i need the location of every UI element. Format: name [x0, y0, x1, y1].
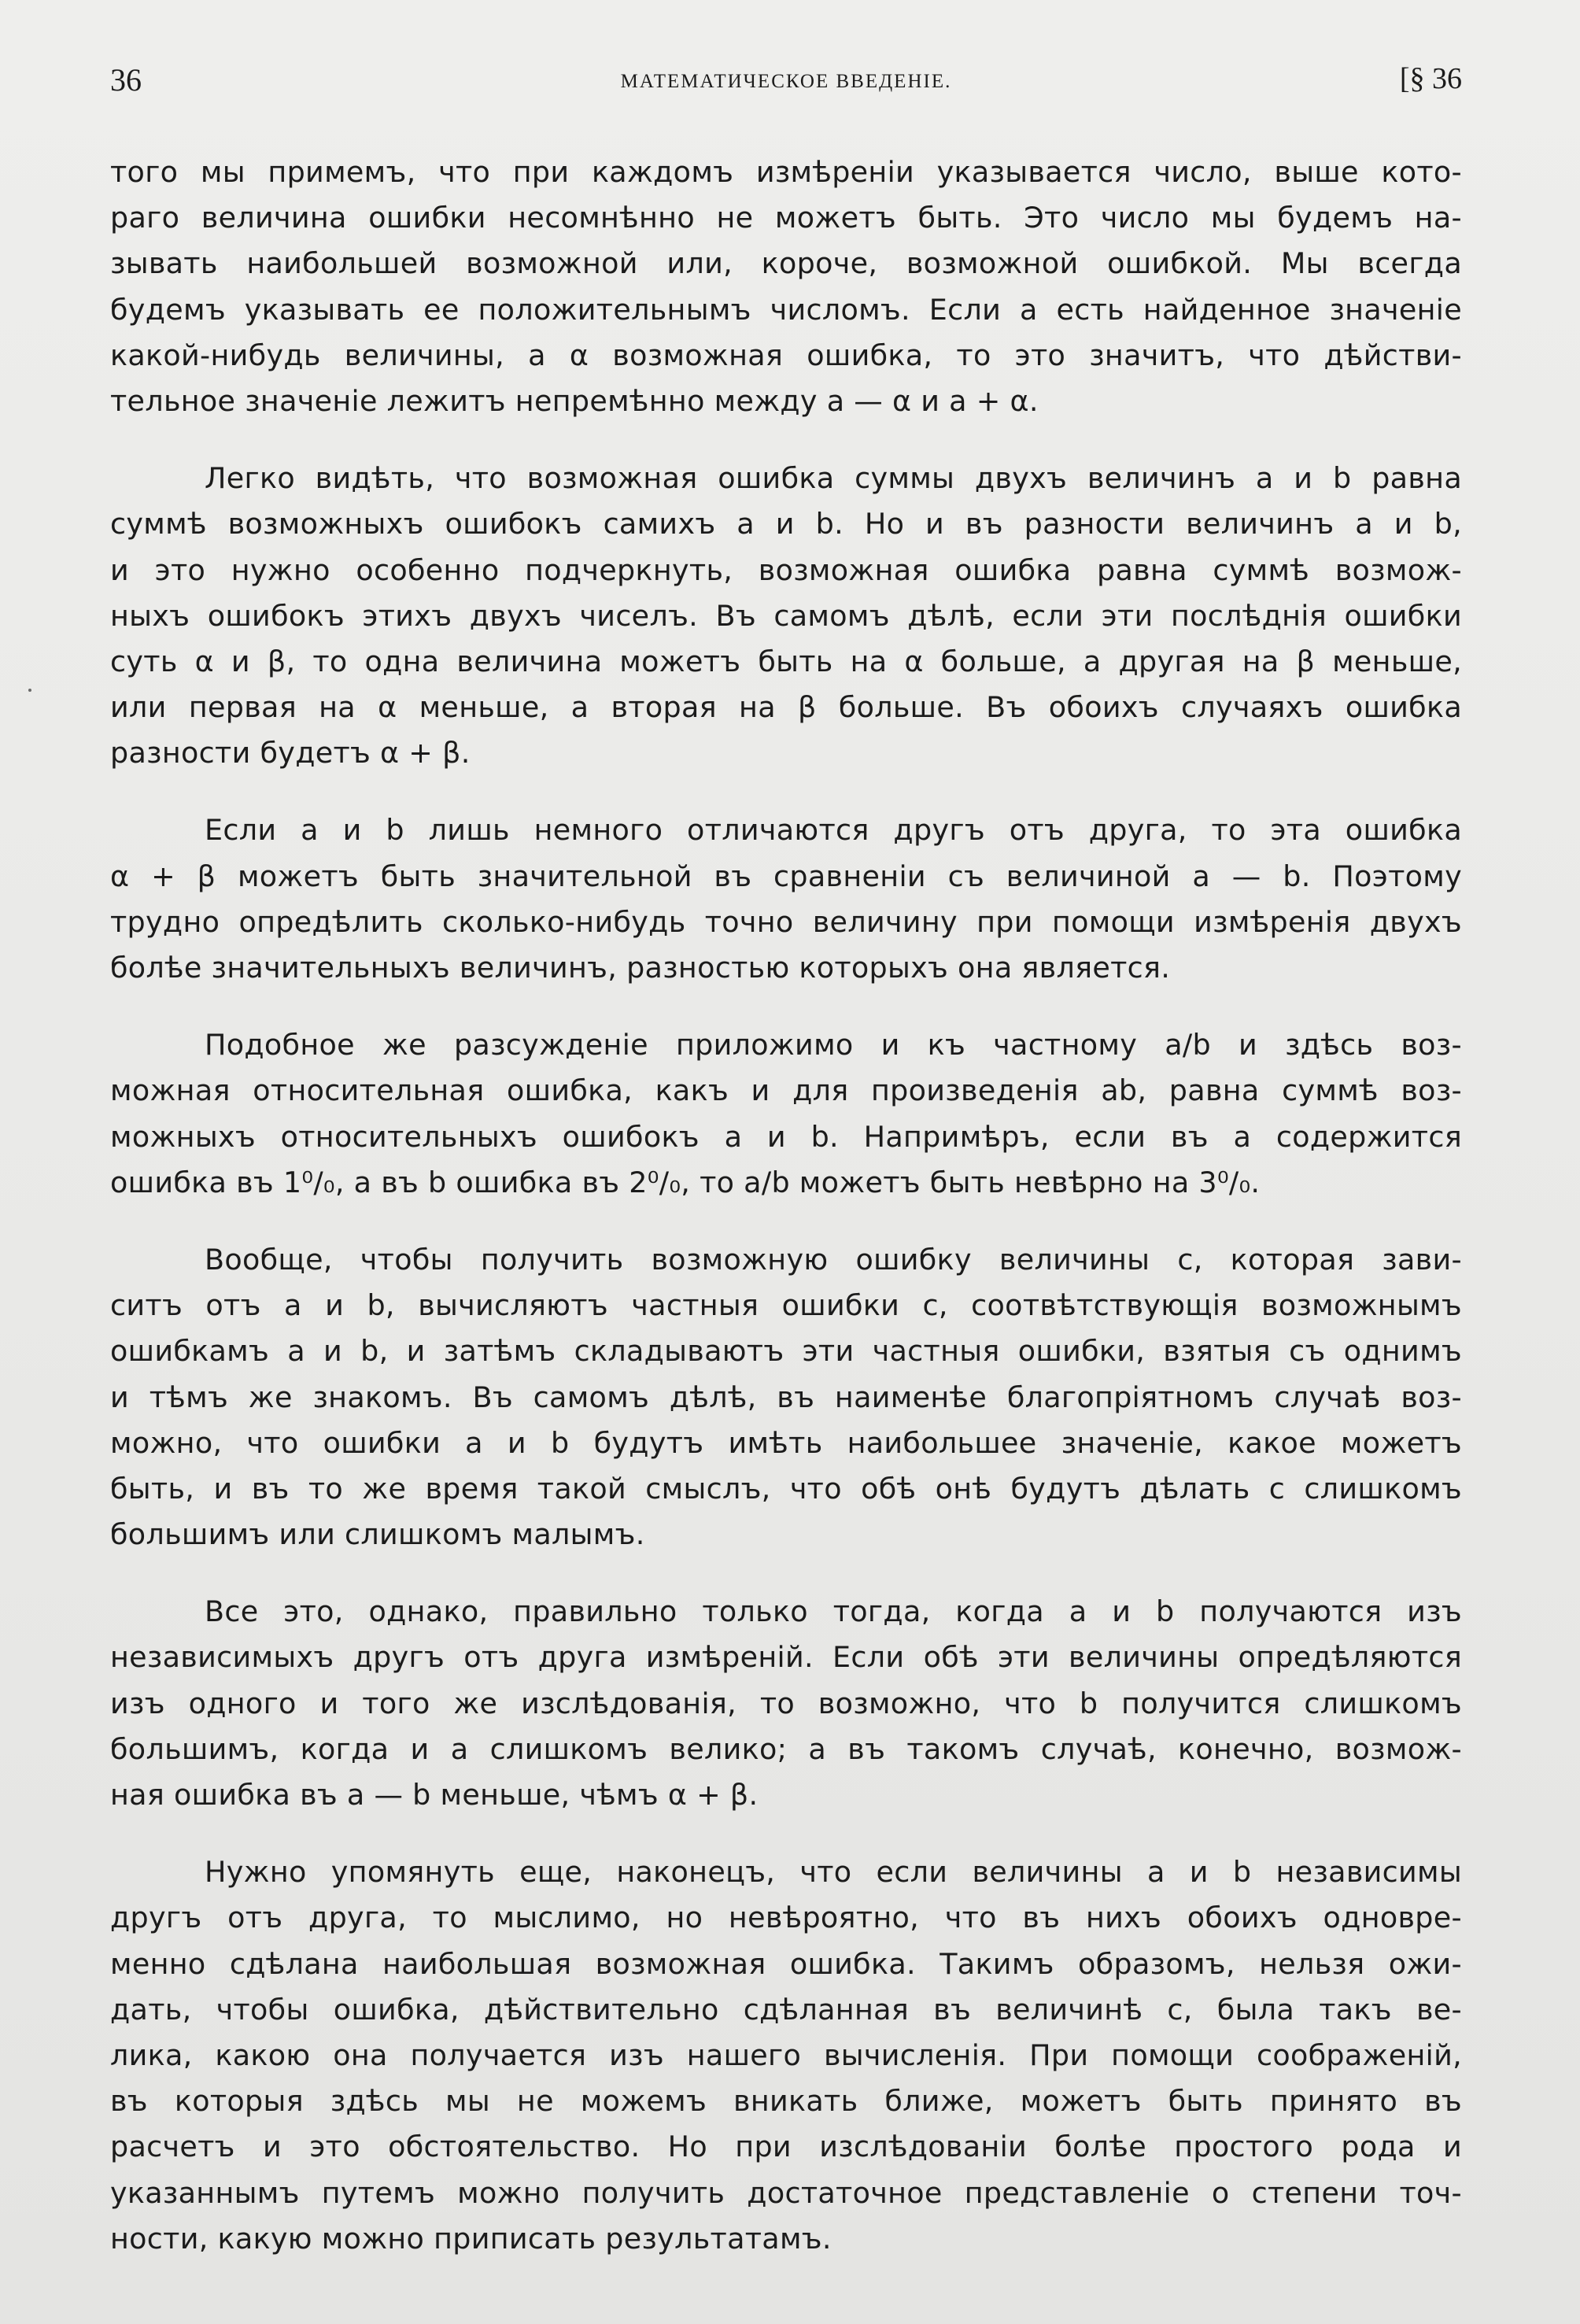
text-line: будемъ указывать ее положительнымъ числомъ. Если a есть найденное значеніе [110, 292, 1462, 327]
text-line: большимъ, когда и a слишкомъ велико; а въ такомъ случаѣ, конечно, возмож- [110, 1731, 1462, 1766]
text-line: ошибка въ 1⁰/₀, а въ b ошибка въ 2⁰/₀, то a/b можетъ быть невѣрно на 3⁰/₀. [110, 1165, 1261, 1199]
text-line: Если a и b лишь немного отличаются другъ отъ друга, то эта ошибка [205, 813, 1462, 848]
paragraph [110, 807, 1462, 991]
text-line: и тѣмъ же знакомъ. Въ самомъ дѣлѣ, въ наименѣе благопріятномъ случаѣ воз- [110, 1380, 1462, 1414]
text-line: разности будетъ α + β. [110, 736, 471, 770]
paragraph [110, 1849, 1462, 2262]
text-line: ситъ отъ a и b, вычисляютъ частныя ошибки c, соотвѣтствующія возможнымъ [110, 1288, 1462, 1323]
text-line: какой-нибудь величины, а α возможная ошибка, то это значитъ, что дѣйстви- [110, 338, 1462, 372]
text-line: ныхъ ошибокъ этихъ двухъ чиселъ. Въ самомъ дѣлѣ, если эти послѣднія ошибки [110, 598, 1462, 633]
text-line: трудно опредѣлить сколько-нибудь точно величину при помощи измѣренія двухъ [110, 904, 1462, 939]
text-line: раго величина ошибки несомнѣнно не можетъ быть. Это число мы будемъ на- [110, 201, 1462, 235]
text-line: болѣе значительныхъ величинъ, разностью которыхъ она является. [110, 951, 1171, 985]
text-line: Подобное же разсужденіе приложимо и къ частному a/b и здѣсь воз- [205, 1028, 1462, 1062]
text-line: другъ отъ друга, то мыслимо, но невѣроятно, что въ нихъ обоихъ одновре- [110, 1901, 1462, 1935]
text-line: зывать наибольшей возможной или, короче, возможной ошибкой. Мы всегда [110, 246, 1462, 281]
text-line: большимъ или слишкомъ малымъ. [110, 1517, 645, 1552]
text-line: Вообще, чтобы получить возможную ошибку величины c, которая зави- [205, 1242, 1462, 1277]
text-line: α + β можетъ быть значительной въ сравненіи съ величиной a — b. Поэтому [110, 859, 1462, 893]
scan-speck [28, 689, 31, 692]
text-line: расчетъ и это обстоятельство. Но при изслѣдованіи болѣе простого рода и [110, 2130, 1462, 2164]
text-line: быть, и въ то же время такой смыслъ, что обѣ онѣ будутъ дѣлать c слишкомъ [110, 1471, 1462, 1506]
page-header [110, 61, 1462, 109]
text-line: того мы примемъ, что при каждомъ измѣреніи указывается число, выше кото- [110, 155, 1462, 189]
text-line: и это нужно особенно подчеркнуть, возможная ошибка равна суммѣ возмож- [110, 552, 1462, 587]
text-line: можно, что ошибки a и b будутъ имѣть наибольшее значеніе, какое можетъ [110, 1425, 1462, 1460]
paragraph [110, 1589, 1462, 1818]
text-line: ная ошибка въ a — b меньше, чѣмъ α + β. [110, 1778, 759, 1812]
paragraph [110, 150, 1462, 424]
text-line: независимыхъ другъ отъ друга измѣреній. Если обѣ эти величины опредѣляются [110, 1640, 1462, 1675]
text-line: менно сдѣлана наибольшая возможная ошибка. Такимъ образомъ, нельзя ожи- [110, 1946, 1462, 1981]
text-line: Все это, однако, правильно только тогда, когда a и b получаются изъ [205, 1594, 1462, 1629]
text-line: Нужно упомянуть еще, наконецъ, что если величины a и b независимы [205, 1855, 1462, 1890]
text-line: ошибкамъ a и b, и затѣмъ складываютъ эти частныя ошибки, взятыя съ однимъ [110, 1334, 1462, 1369]
text-line: суммѣ возможныхъ ошибокъ самихъ a и b. Но и въ разности величинъ a и b, [110, 507, 1462, 541]
text-line: суть α и β, то одна величина можетъ быть на α больше, а другая на β меньше, [110, 644, 1462, 678]
text-line: можная относительная ошибка, какъ и для произведенія ab, равна суммѣ воз- [110, 1073, 1462, 1108]
text-line: или первая на α меньше, а вторая на β больше. Въ обоихъ случаяхъ ошибка [110, 690, 1462, 725]
text-line: дать, чтобы ошибка, дѣйствительно сдѣланная въ величинѣ c, была такъ ве- [110, 1992, 1462, 2027]
paragraph [110, 1237, 1462, 1557]
text-line: Легко видѣть, что возможная ошибка суммы двухъ величинъ a и b равна [205, 461, 1462, 496]
section-marker: [§ 36 [1399, 62, 1462, 95]
text-line: лика, какою она получается изъ нашего вычисленія. При помощи соображеній, [110, 2038, 1462, 2072]
text-line: тельное значеніе лежитъ непремѣнно между a — α и a + α. [110, 383, 1039, 418]
text-line: ности, какую можно приписать результатамъ. [110, 2221, 832, 2256]
text-line: изъ одного и того же изслѣдованія, то возможно, что b получится слишкомъ [110, 1686, 1462, 1720]
page-body [110, 150, 1462, 2293]
running-title: МАТЕМАТИЧЕСКОЕ ВВЕДЕНІЕ. [620, 71, 952, 92]
paragraph [110, 456, 1462, 776]
paragraph [110, 1022, 1462, 1206]
page-number: 36 [110, 62, 142, 98]
text-line: въ которыя здѣсь мы не можемъ вникать ближе, можетъ быть принято въ [110, 2084, 1462, 2119]
text-line: указаннымъ путемъ можно получить достаточное представленіе о степени точ- [110, 2175, 1462, 2210]
text-line: можныхъ относительныхъ ошибокъ a и b. Напримѣръ, если въ a содержится [110, 1119, 1462, 1154]
